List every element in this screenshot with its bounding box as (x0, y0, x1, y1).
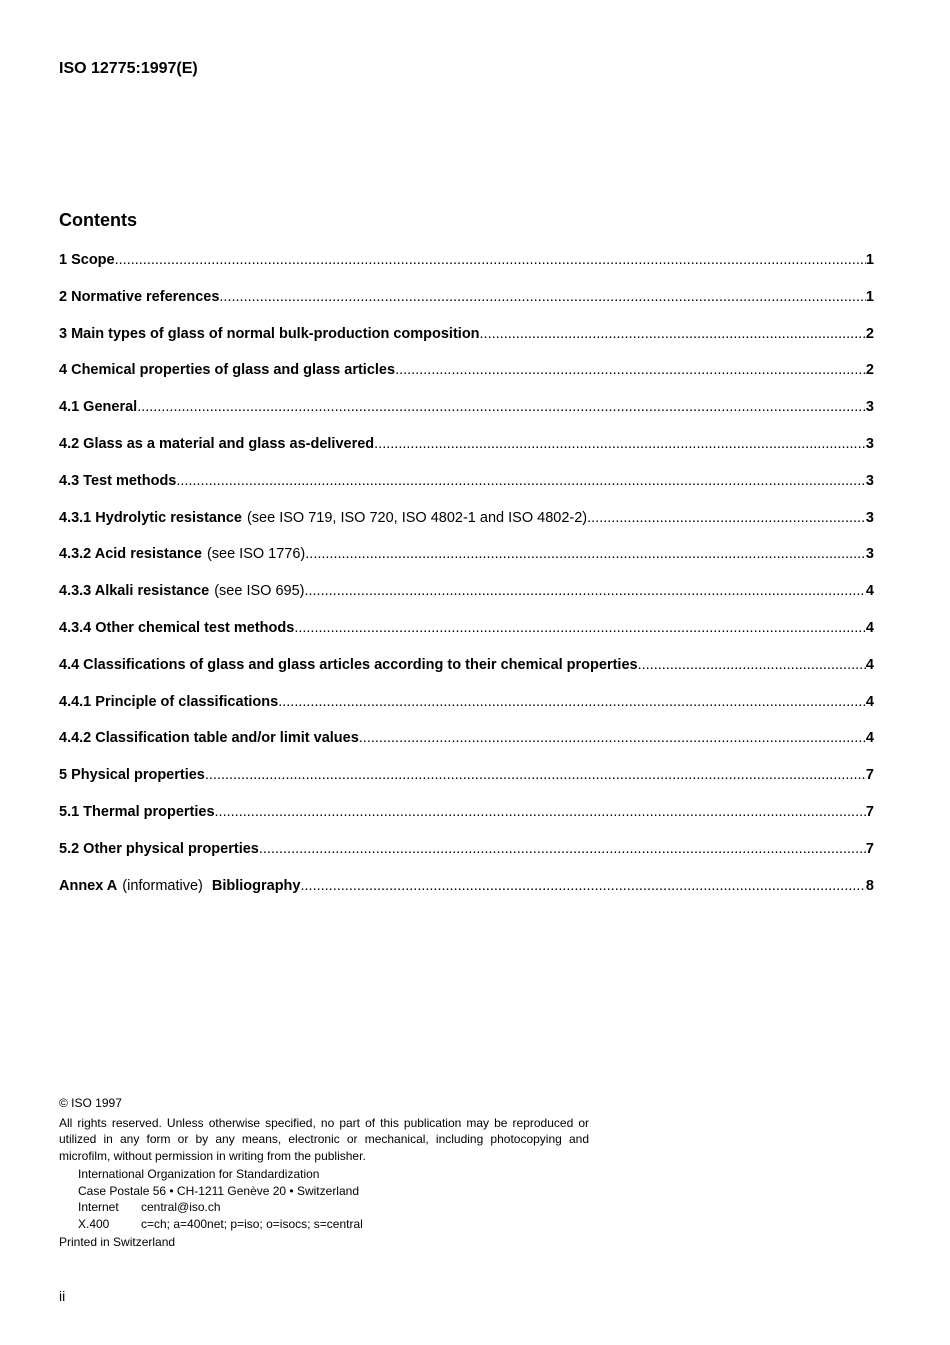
toc-entry-title: 4.2 Glass as a material and glass as-delivered (59, 435, 375, 452)
dot-leader (205, 767, 866, 783)
toc-entry[interactable] (59, 657, 874, 694)
toc-entry-note: (see ISO 695) (214, 583, 305, 600)
dot-leader (480, 326, 866, 342)
toc-entry-title: 4.3.4 Other chemical test methods (59, 619, 295, 636)
dot-leader (359, 730, 866, 746)
dot-leader (638, 657, 866, 673)
toc-entry-page: 2 (865, 362, 874, 379)
toc-entry-page: 7 (865, 840, 874, 857)
dot-leader (115, 252, 866, 268)
toc-entry-title-group (59, 326, 480, 342)
toc-entry-title-group (59, 878, 300, 894)
toc-entry-title-group (59, 362, 395, 378)
toc-entry-title: 3 Main types of glass of normal bulk-production composition (59, 325, 480, 342)
toc-entry-title: 4 Chemical properties of glass and glass articles (59, 362, 396, 379)
toc-entry-page: 4 (865, 656, 874, 673)
dot-leader (176, 473, 866, 489)
toc-entry[interactable] (59, 546, 874, 583)
internet-value: central@iso.ch (141, 1200, 221, 1214)
contents-heading: Contents (59, 210, 137, 230)
table-of-contents (59, 252, 874, 914)
toc-entry-title: 2 Normative references (59, 288, 220, 305)
dot-leader (294, 620, 866, 636)
dot-leader (305, 546, 866, 562)
toc-entry[interactable] (59, 878, 874, 915)
toc-entry[interactable] (59, 473, 874, 510)
toc-entry-title-group (59, 767, 205, 783)
dot-leader (304, 583, 865, 599)
toc-entry-title-group (59, 730, 359, 746)
toc-entry[interactable] (59, 326, 874, 363)
internet-line (78, 1199, 589, 1216)
x400-value: c=ch; a=400net; p=iso; o=isocs; s=central (141, 1216, 363, 1231)
toc-entry-page: 3 (865, 509, 874, 526)
dot-leader (259, 841, 866, 857)
toc-entry-title: Annex A (59, 877, 118, 894)
toc-entry[interactable] (59, 804, 874, 841)
toc-entry-note: (informative) (122, 877, 203, 894)
toc-entry-page: 7 (865, 767, 874, 784)
toc-entry[interactable] (59, 841, 874, 878)
x400-label: X.400 (78, 1216, 110, 1231)
page-number: ii (59, 1288, 66, 1304)
toc-entry-title: 1 Scope (59, 252, 115, 268)
publisher-address (59, 1166, 589, 1232)
toc-entry-title-group (59, 399, 137, 415)
toc-entry-page: 4 (865, 730, 874, 747)
toc-entry-note: (see ISO 719, ISO 720, ISO 4802-1 and ISO 4802-2) (246, 509, 588, 526)
toc-entry-title-group (59, 583, 304, 599)
toc-entry-title: 4.4.2 Classification table and/or limit values (59, 730, 359, 747)
toc-entry-title-group (59, 473, 176, 489)
x400-line (78, 1216, 589, 1233)
internet-label: Internet (78, 1200, 119, 1214)
toc-entry-title-group (59, 252, 115, 268)
toc-entry-page: 2 (865, 325, 874, 342)
toc-entry-note: (see ISO 1776) (206, 546, 306, 563)
toc-entry[interactable] (59, 767, 874, 804)
toc-entry-title-group (59, 289, 219, 305)
toc-entry-title: 4.3.2 Acid resistance (59, 546, 202, 563)
dot-leader (137, 399, 866, 415)
dot-leader (374, 436, 866, 452)
postal-address: Case Postale 56 • CH-1211 Genève 20 • Switzerland (78, 1183, 359, 1198)
toc-entry-title-group (59, 620, 294, 636)
toc-entry-title: 5.1 Thermal properties (59, 803, 215, 820)
toc-entry-title: 4.4 Classifications of glass and glass articles according to their chemical properties (59, 656, 638, 673)
toc-entry-page: 4 (865, 619, 874, 636)
toc-entry-title: 4.3.3 Alkali resistance (59, 583, 210, 600)
printed-in: Printed in Switzerland (59, 1235, 176, 1249)
toc-entry-title: 5.2 Other physical properties (59, 840, 259, 857)
toc-entry-title-group (59, 657, 638, 673)
dot-leader (278, 694, 866, 710)
dot-leader (219, 289, 866, 305)
toc-entry-page: 1 (865, 288, 874, 305)
toc-entry[interactable] (59, 510, 874, 547)
toc-entry[interactable] (59, 399, 874, 436)
dot-leader (395, 362, 866, 378)
toc-entry-title-group (59, 804, 215, 820)
toc-entry-suffix: Bibliography (211, 877, 301, 894)
toc-entry-page: 4 (865, 693, 874, 710)
toc-entry-title: 5 Physical properties (59, 767, 205, 784)
toc-entry-title: 4.1 General (59, 399, 138, 416)
toc-entry-page: 3 (865, 472, 874, 489)
document-id: ISO 12775:1997(E) (59, 60, 198, 77)
toc-entry[interactable] (59, 289, 874, 326)
toc-entry-page: 8 (865, 877, 874, 894)
toc-entry-title-group (59, 510, 587, 526)
toc-entry-page: 7 (865, 803, 874, 820)
toc-entry[interactable] (59, 252, 874, 289)
toc-entry-title: 4.3.1 Hydrolytic resistance (59, 509, 242, 526)
toc-entry-title: 4.4.1 Principle of classifications (59, 693, 279, 710)
toc-entry[interactable] (59, 583, 874, 620)
toc-entry-title-group (59, 694, 278, 710)
copyright-notice: © ISO 1997 (59, 1096, 122, 1110)
toc-entry-page: 3 (865, 399, 874, 416)
dot-leader (300, 878, 865, 894)
org-name: International Organization for Standardization (78, 1167, 320, 1181)
toc-entry[interactable] (59, 620, 874, 657)
toc-entry-title: 4.3 Test methods (59, 472, 177, 489)
toc-entry-page: 1 (865, 252, 874, 268)
copyright-block (59, 1095, 589, 1251)
toc-entry-page: 3 (865, 435, 874, 452)
toc-entry-title-group (59, 546, 305, 562)
dot-leader (587, 510, 866, 526)
toc-entry[interactable] (59, 694, 874, 731)
toc-entry[interactable] (59, 730, 874, 767)
toc-entry-page: 4 (865, 583, 874, 600)
toc-entry[interactable] (59, 436, 874, 473)
toc-entry-title-group (59, 841, 259, 857)
dot-leader (215, 804, 866, 820)
toc-entry-title-group (59, 436, 374, 452)
toc-entry[interactable] (59, 362, 874, 399)
rights-statement: All rights reserved. Unless otherwise specified, no part of this publication may be reproduced or utilized in any form or by any means, electronic or mechanical, including photocopying and microfilm, without permission in writing from the publisher. (59, 1115, 589, 1163)
toc-entry-page: 3 (865, 546, 874, 563)
